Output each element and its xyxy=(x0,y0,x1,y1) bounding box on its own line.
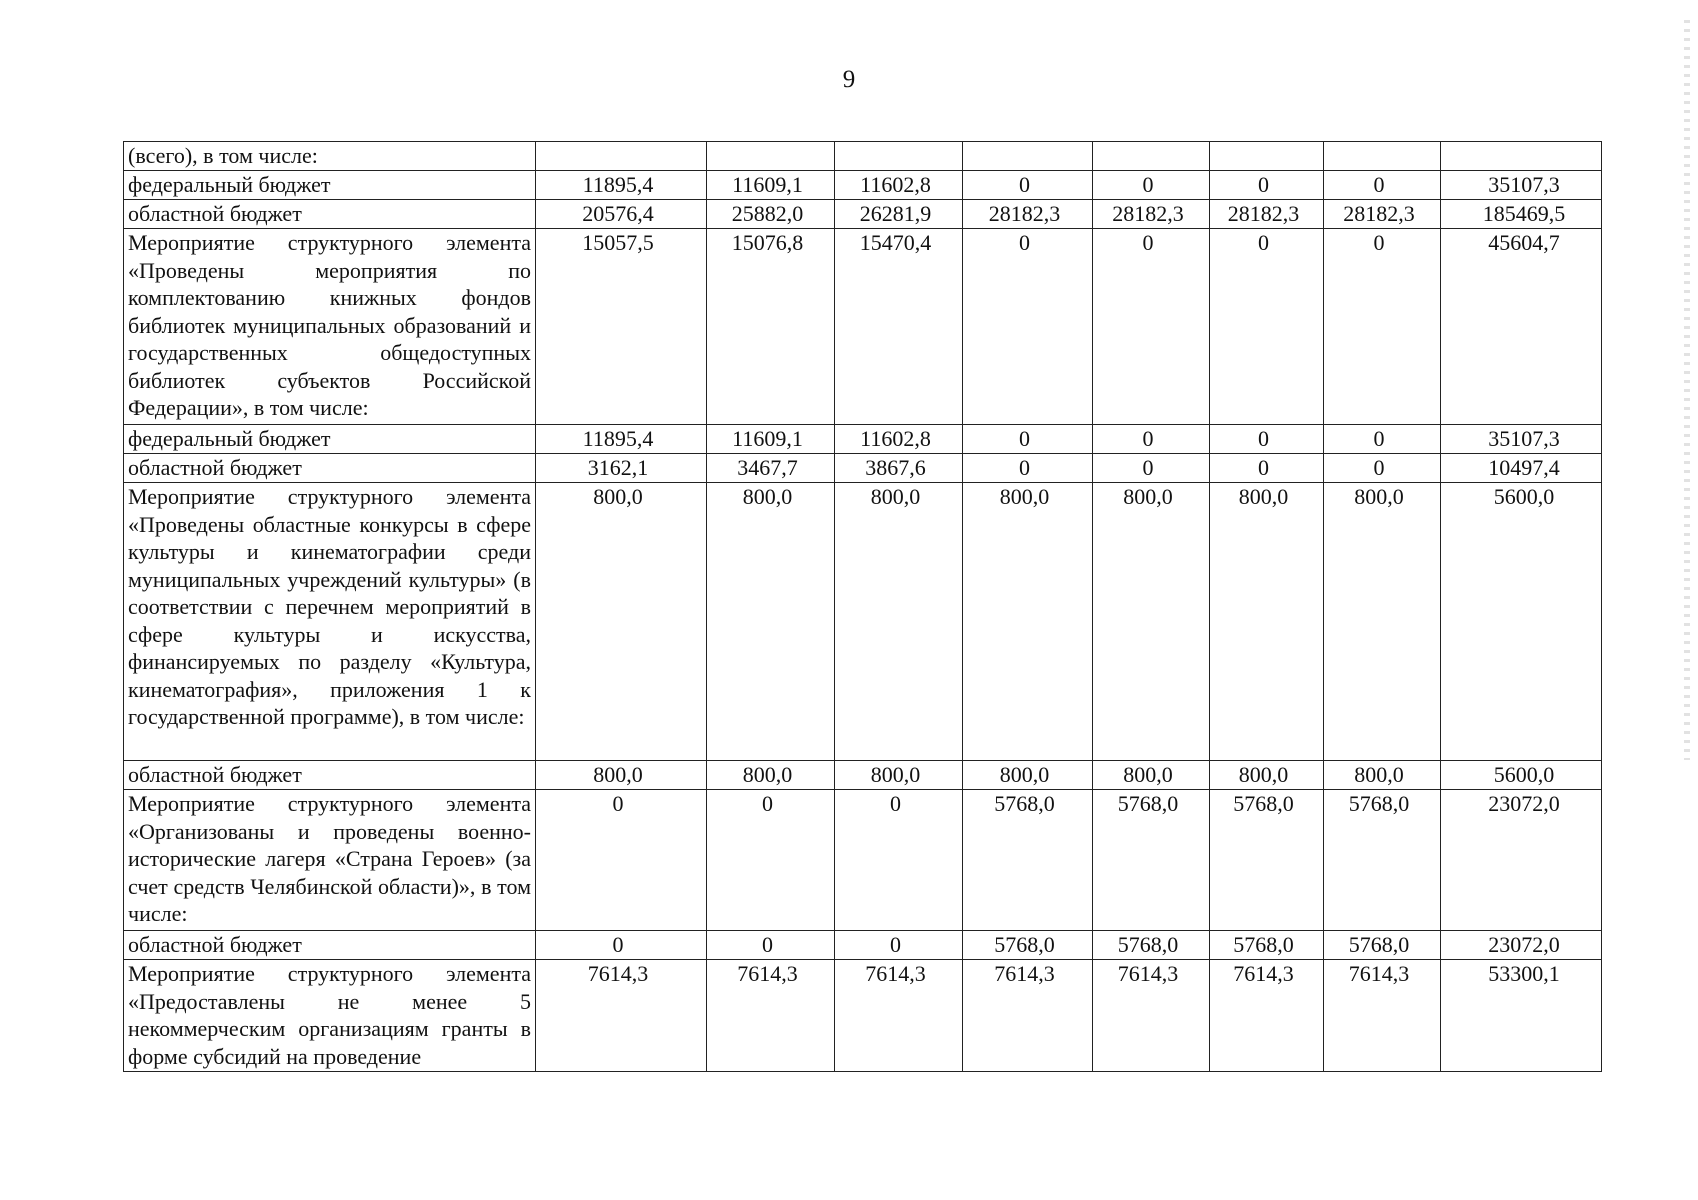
value-cell: 0 xyxy=(1324,454,1441,483)
value-cell: 7614,3 xyxy=(1210,960,1324,1072)
value-cell: 0 xyxy=(1210,171,1324,200)
value-cell: 0 xyxy=(1324,425,1441,454)
row-label: областной бюджет xyxy=(124,200,536,229)
page-number: 9 xyxy=(842,66,856,93)
value-cell xyxy=(1324,142,1441,171)
value-cell: 5768,0 xyxy=(963,790,1093,931)
table-row xyxy=(124,229,1602,425)
row-label: Мероприятие структурного элемента «Организованы и проведены военно-исторические лагеря «Страна Героев» (за счет средств Челябинской области)», в том числе: xyxy=(124,790,536,931)
value-cell xyxy=(707,142,835,171)
total-cell: 35107,3 xyxy=(1441,425,1602,454)
value-cell: 800,0 xyxy=(963,761,1093,790)
value-cell: 7614,3 xyxy=(707,960,835,1072)
value-cell: 11895,4 xyxy=(536,171,707,200)
value-cell: 7614,3 xyxy=(835,960,963,1072)
value-cell: 5768,0 xyxy=(1093,931,1210,960)
value-cell: 11609,1 xyxy=(707,425,835,454)
value-cell: 26281,9 xyxy=(835,200,963,229)
value-cell: 0 xyxy=(835,931,963,960)
value-cell: 0 xyxy=(1210,454,1324,483)
table-row xyxy=(124,761,1602,790)
value-cell: 7614,3 xyxy=(1093,960,1210,1072)
value-cell: 3867,6 xyxy=(835,454,963,483)
value-cell: 15470,4 xyxy=(835,229,963,425)
table-row xyxy=(124,931,1602,960)
value-cell: 0 xyxy=(1324,229,1441,425)
table-row xyxy=(124,425,1602,454)
value-cell: 15076,8 xyxy=(707,229,835,425)
table-row xyxy=(124,960,1602,1072)
table-row xyxy=(124,142,1602,171)
value-cell: 800,0 xyxy=(707,761,835,790)
value-cell: 7614,3 xyxy=(536,960,707,1072)
value-cell: 800,0 xyxy=(1324,761,1441,790)
table-row xyxy=(124,171,1602,200)
value-cell: 0 xyxy=(1324,171,1441,200)
total-cell: 5600,0 xyxy=(1441,483,1602,761)
value-cell: 0 xyxy=(1210,425,1324,454)
value-cell: 11895,4 xyxy=(536,425,707,454)
value-cell: 0 xyxy=(1093,171,1210,200)
value-cell: 0 xyxy=(963,229,1093,425)
value-cell: 800,0 xyxy=(707,483,835,761)
value-cell xyxy=(1093,142,1210,171)
value-cell: 7614,3 xyxy=(963,960,1093,1072)
total-cell: 35107,3 xyxy=(1441,171,1602,200)
row-label: областной бюджет xyxy=(124,454,536,483)
value-cell: 0 xyxy=(963,454,1093,483)
value-cell: 3467,7 xyxy=(707,454,835,483)
value-cell: 800,0 xyxy=(1210,761,1324,790)
value-cell: 28182,3 xyxy=(1093,200,1210,229)
value-cell: 0 xyxy=(536,931,707,960)
value-cell: 28182,3 xyxy=(1210,200,1324,229)
total-cell: 45604,7 xyxy=(1441,229,1602,425)
row-label: федеральный бюджет xyxy=(124,171,536,200)
value-cell: 11602,8 xyxy=(835,425,963,454)
total-cell xyxy=(1441,142,1602,171)
value-cell: 15057,5 xyxy=(536,229,707,425)
value-cell: 5768,0 xyxy=(1324,790,1441,931)
table-row xyxy=(124,200,1602,229)
row-label: Мероприятие структурного элемента «Предоставлены не менее 5 некоммерческим организациям гранты в форме субсидий на проведение xyxy=(124,960,536,1072)
value-cell: 0 xyxy=(707,931,835,960)
table-row xyxy=(124,454,1602,483)
total-cell: 23072,0 xyxy=(1441,790,1602,931)
value-cell xyxy=(963,142,1093,171)
row-label: федеральный бюджет xyxy=(124,425,536,454)
value-cell: 28182,3 xyxy=(1324,200,1441,229)
value-cell: 11602,8 xyxy=(835,171,963,200)
value-cell: 5768,0 xyxy=(1324,931,1441,960)
total-cell: 53300,1 xyxy=(1441,960,1602,1072)
budget-table xyxy=(123,141,1602,1072)
value-cell: 0 xyxy=(963,171,1093,200)
row-label: областной бюджет xyxy=(124,761,536,790)
value-cell: 7614,3 xyxy=(1324,960,1441,1072)
value-cell: 800,0 xyxy=(536,483,707,761)
value-cell: 28182,3 xyxy=(963,200,1093,229)
value-cell: 3162,1 xyxy=(536,454,707,483)
value-cell xyxy=(1210,142,1324,171)
row-label: Мероприятие структурного элемента «Проведены областные конкурсы в сфере культуры и кинематографии среди муниципальных учреждений культуры» (в соответствии с перечнем мероприятий в сфере культуры и искусства, финансируемых по разделу «Культура, кинематография», приложения 1 к государственной программе), в том числе: xyxy=(124,483,536,761)
total-cell: 185469,5 xyxy=(1441,200,1602,229)
table-row xyxy=(124,790,1602,931)
table-body xyxy=(124,142,1602,1072)
total-cell: 5600,0 xyxy=(1441,761,1602,790)
value-cell: 5768,0 xyxy=(1210,931,1324,960)
row-label: областной бюджет xyxy=(124,931,536,960)
value-cell: 0 xyxy=(1093,454,1210,483)
value-cell: 0 xyxy=(536,790,707,931)
value-cell: 5768,0 xyxy=(963,931,1093,960)
value-cell: 800,0 xyxy=(1324,483,1441,761)
value-cell: 5768,0 xyxy=(1093,790,1210,931)
table-row xyxy=(124,483,1602,761)
value-cell: 0 xyxy=(1093,229,1210,425)
value-cell: 800,0 xyxy=(963,483,1093,761)
value-cell xyxy=(835,142,963,171)
value-cell: 0 xyxy=(963,425,1093,454)
value-cell: 800,0 xyxy=(835,761,963,790)
value-cell: 25882,0 xyxy=(707,200,835,229)
value-cell: 0 xyxy=(707,790,835,931)
value-cell xyxy=(536,142,707,171)
value-cell: 0 xyxy=(1093,425,1210,454)
value-cell: 11609,1 xyxy=(707,171,835,200)
value-cell: 0 xyxy=(835,790,963,931)
value-cell: 20576,4 xyxy=(536,200,707,229)
value-cell: 800,0 xyxy=(1093,761,1210,790)
value-cell: 5768,0 xyxy=(1210,790,1324,931)
value-cell: 800,0 xyxy=(835,483,963,761)
row-label: Мероприятие структурного элемента «Проведены мероприятия по комплектованию книжных фондов библиотек муниципальных образований и государственных общедоступных библиотек субъектов Российской Федерации», в том числе: xyxy=(124,229,536,425)
total-cell: 23072,0 xyxy=(1441,931,1602,960)
scan-edge-mark xyxy=(1684,20,1690,760)
total-cell: 10497,4 xyxy=(1441,454,1602,483)
value-cell: 800,0 xyxy=(1210,483,1324,761)
value-cell: 0 xyxy=(1210,229,1324,425)
value-cell: 800,0 xyxy=(1093,483,1210,761)
row-label: (всего), в том числе: xyxy=(124,142,536,171)
value-cell: 800,0 xyxy=(536,761,707,790)
